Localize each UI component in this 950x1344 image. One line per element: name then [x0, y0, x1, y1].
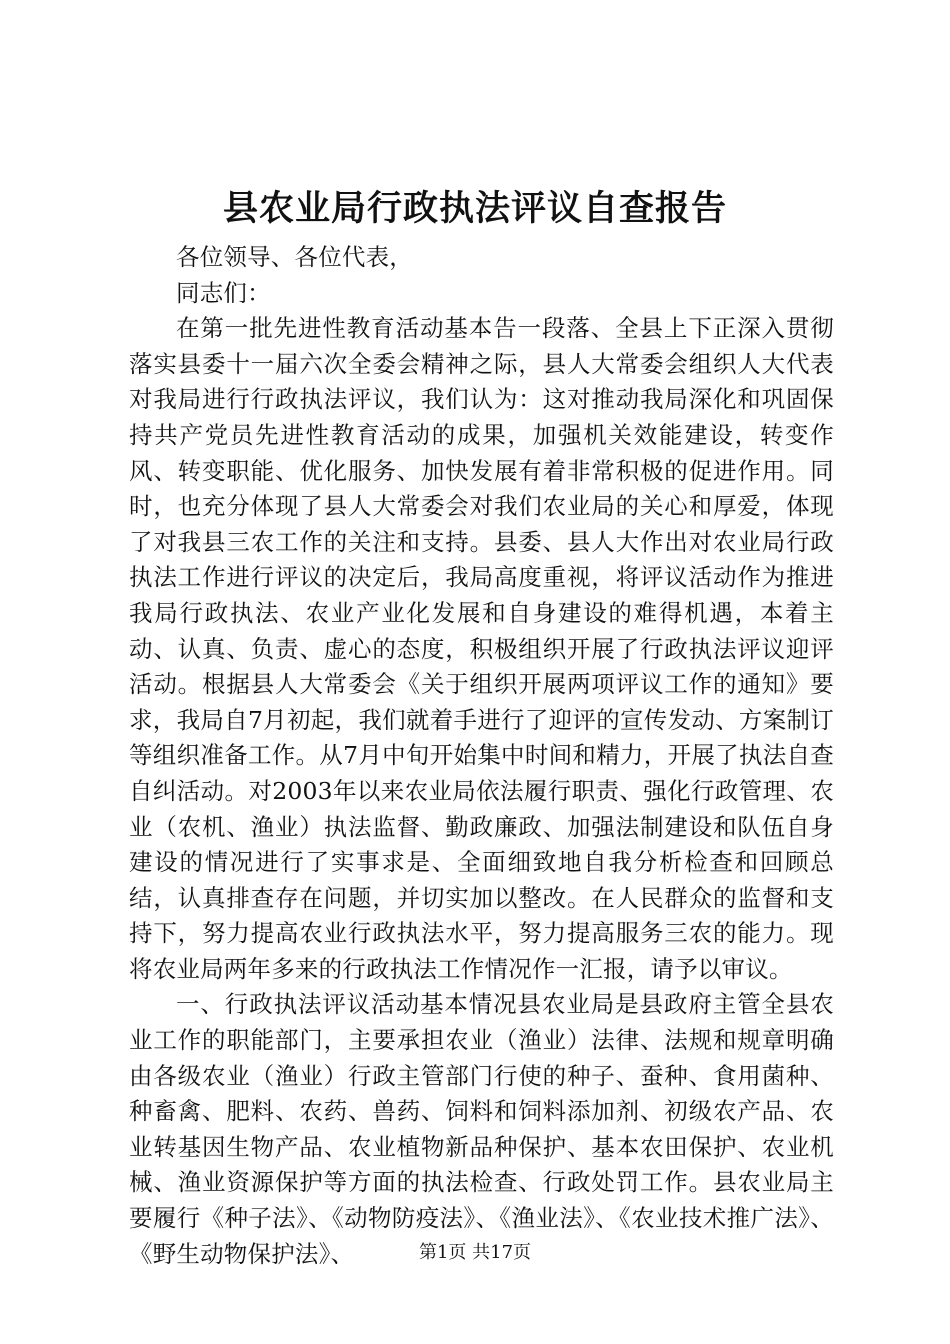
salutation-line-2: 同志们：	[176, 278, 271, 307]
page-footer: 第1页 共17页	[418, 1242, 532, 1263]
body-paragraph-2: 一、行政执法评议活动基本情况县农业局是县政府主管全县农业工作的职能部门，主要承担农业（渔业）法律、法规和规章明确由各级农业（渔业）行政主管部门行使的种子、蚕种、食用菌种、种畜禽、肥料、农药、兽药、饲料和饲料添加剂、初级农产品、农业转基因生物产品、农业植物新品种保护、基本农田保护、农业机械、渔业资源保护等方面的执法检查、行政处罚工作。县农业局主要履行《种子法》、《动物防疫法》、《渔业法》、《农业技术推广法》、《野生动物保护法》、	[129, 990, 834, 1268]
page-title: 县农业局行政执法评议自查报告	[222, 188, 727, 229]
document-body	[129, 240, 834, 1272]
salutation-line-1: 各位领导、各位代表，	[176, 243, 413, 271]
body-paragraph-1: 在第一批先进性教育活动基本告一段落、全县上下正深入贯彻落实县委十一届六次全委会精神之际，县人大常委会组织人大代表对我局进行行政执法评议，我们认为：这对推动我局深化和巩固保持共产党员先进性教育活动的成果，加强机关效能建设，转变作风、转变职能、优化服务、加快发展有着非常积极的促进作用。同时，也充分体现了县人大常委会对我们农业局的关心和厚爱，体现了对我县三农工作的关注和支持。县委、县人大作出对农业局行政执法工作进行评议的决定后，我局高度重视，将评议活动作为推进我局行政执法、农业产业化发展和自身建设的难得机遇，本着主动、认真、负责、虚心的态度，积极组织开展了行政执法评议迎评活动。根据县人大常委会《关于组织开展两项评议工作的通知》要求，我局自7月初起，我们就着手进行了迎评的宣传发动、方案制订等组织准备工作。从7月中旬开始集中时间和精力，开展了执法自查自纠活动。对2003年以来农业局依法履行职责、强化行政管理、农业（农机、渔业）执法监督、勤政廉政、加强法制建设和队伍自身建设的情况进行了实事求是、全面细致地自我分析检查和回顾总结，认真排查存在问题，并切实加以整改。在人民群众的监督和支持下，努力提高农业行政执法水平，努力提高服务三农的能力。现将农业局两年多来的行政执法工作情况作一汇报，请予以审议。	[129, 314, 834, 983]
